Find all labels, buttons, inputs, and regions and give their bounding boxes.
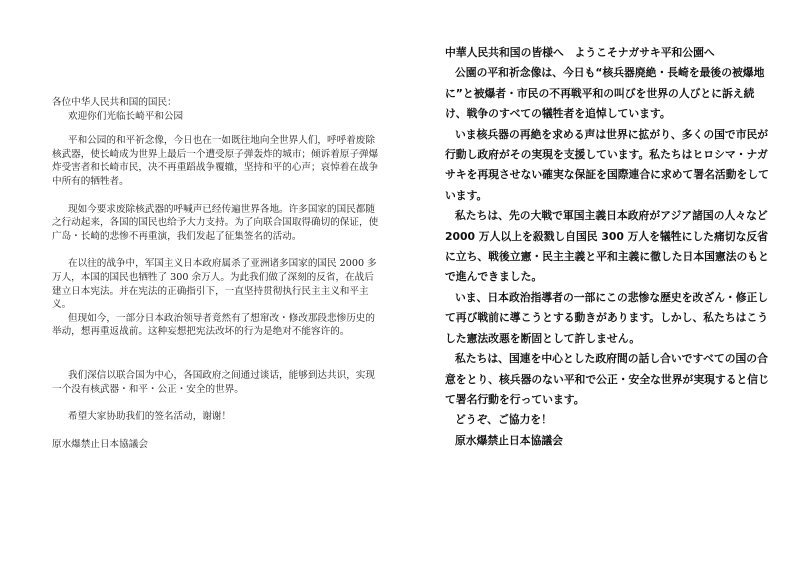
paragraph-2: いま核兵器の再絶を求める声は世界に拡がり、多くの国で市民が行動し政府がその実現を支援しています。私たちはヒロシマ・ナガサキを再現させない確実な保証を国際連合に求めて署名活動をしています。 bbox=[445, 127, 769, 202]
paragraph-4: 但现如今，一部分日本政治领导者竟然有了想窜改・修改那段悲惨历史的举动，想再重返战前。这种妄想把宪法改坏的行为是绝对不能容许的。 bbox=[52, 312, 375, 338]
paragraph-1: 平和公园的和平祈念像，今日也在一如既往地向全世界人们，呼呼着废除核武器，使长崎成为世界上最后一个遭受原子弹轰炸的城市；倾诉着原子弹爆炸受害者和长崎市民，决不再重蹈战争覆辙，坚持和平的心声；哀悼着在战争中所有的牺牲者。 bbox=[52, 135, 379, 187]
paragraph-5: 我们深信以联合国为中心，各国政府之间通过谈话，能够到达共识，实现一个没有核武器・和平・公正・安全的世界。 bbox=[52, 369, 375, 395]
paragraph-6: 希望大家协助我们的签名活动，谢谢！ bbox=[68, 411, 232, 423]
paragraph-4: いま、日本政治指導者の一部にこの悲惨な歴史を改ざん・修正して再び戦前に導こうとする動きがあります。しかし、私たちはこうした憲法改悪を断固として許しません。 bbox=[445, 290, 769, 345]
chinese-letter bbox=[52, 96, 382, 451]
paragraph-6: どうぞ、ご協力を！ bbox=[455, 413, 552, 427]
paragraph-5: 私たちは、国連を中心とした政府間の話し合いですべての国の合意をとり、核兵器のない平和で公正・安全な世界が実現すると信じて署名行動を行っています。 bbox=[445, 352, 769, 406]
signature: 原水爆禁止日本協議会 bbox=[52, 438, 148, 450]
letter-title: 中華人民共和国の皆様へ ようこそナガサキ平和公園へ bbox=[445, 46, 715, 59]
paragraph-2: 现如今要求废除核武器的呼喊声已经传遍世界各地。许多国家的国民都随之行动起来，各国的国民也给予大力支持。为了向联合国取得确切的保证，使广岛・长崎的悲惨不再重演，我们发起了征集签名的活动。 bbox=[52, 203, 379, 242]
greeting-line-2: 欢迎你们光临长崎平和公园 bbox=[68, 110, 184, 122]
paragraph-3: 私たちは、先の大戦で軍国主義日本政府がアジア諸国の人々など 2000 万人以上を殺戮し自国民 300 万人を犠牲にした痛切な反省に立ち、戦後立憲・民主主義と平和主義に徹した日本国憲法のもとで進んできました。 bbox=[445, 209, 769, 284]
signature: 原水爆禁止日本協議会 bbox=[455, 433, 563, 447]
japanese-letter bbox=[445, 43, 770, 451]
greeting-line-1: 各位中华人民共和国的国民： bbox=[52, 97, 177, 108]
paragraph-1: 公園の平和祈念像は、今日も“核兵器廃絶・長崎を最後の被爆地に”と被爆者・市民の不再戦平和の叫びを世界の人びとに訴え続け、戦争のすべての犠牲者を追悼しています。 bbox=[445, 66, 765, 121]
paragraph-3: 在以往的战争中，军国主义日本政府属杀了亚洲诸多国家的国民 2000 多万人，本国的国民也牺牲了 300 余万人。为此我们做了深刻的反省，在战后建立日本宪法。并在宪法的正确指引下，一直坚持贯彻执行民主主义和平主义。 bbox=[52, 258, 377, 311]
